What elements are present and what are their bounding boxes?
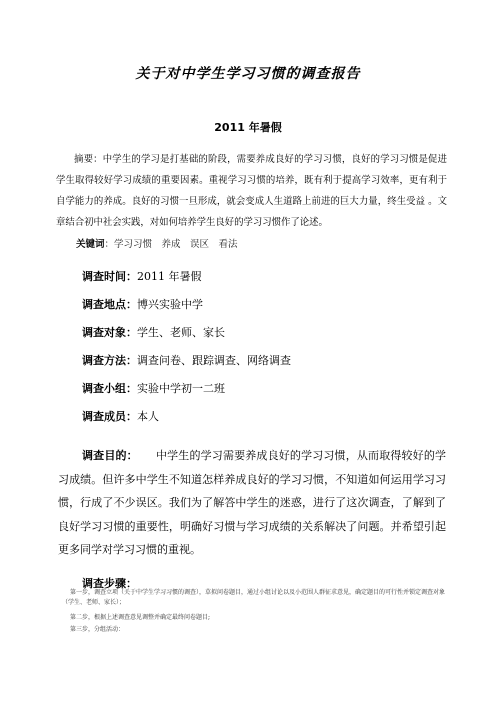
steps-heading: 调查步骤： xyxy=(82,577,137,590)
step-3: 第三步，分组活动： xyxy=(70,626,125,633)
info-label: 调查时间： xyxy=(82,270,137,283)
keywords-value: ：学习习惯 养成 误区 看法 xyxy=(104,239,238,250)
info-subjects xyxy=(82,324,225,340)
step-1: 第一步，调查立项（关于中学生学习习惯的调查），草拟问卷题目，通过小组讨论以及小范围人群征求意见，确定题目的可行性并锁定调查对象（学生、老师、家长）； xyxy=(62,589,446,606)
info-label: 调查成员： xyxy=(82,410,137,423)
report-subtitle: 2011 年暑假 xyxy=(214,121,282,134)
purpose-paragraph xyxy=(58,444,446,562)
info-label: 调查对象： xyxy=(82,326,137,339)
keywords-label: 关键词 xyxy=(76,239,105,250)
info-value: 调查问卷、跟踪调查、网络调查 xyxy=(137,354,291,367)
info-members xyxy=(82,408,159,424)
info-methods xyxy=(82,352,291,368)
info-value: 本人 xyxy=(137,410,159,423)
info-time xyxy=(82,268,202,284)
info-label: 调查小组： xyxy=(82,382,137,395)
info-label: 调查方法： xyxy=(82,354,137,367)
info-group xyxy=(82,380,225,396)
info-value: 博兴实验中学 xyxy=(137,298,203,311)
keywords-line xyxy=(76,236,238,250)
purpose-text: 中学生的学习需要养成良好的学习习惯，从而取得较好的学习成绩。但许多中学生不知道怎样养成良好的学习习惯，不知道如何运用学习习惯，行成了不少误区。我们为了解答中学生的迷惑，进行了这次调查，了解到了良好学习习惯的重要性，明确好习惯与学习成绩的关系解决了问题。并希望引起更多同学对学习习惯的重视。 xyxy=(58,449,447,556)
info-location xyxy=(82,296,203,312)
report-title: 关于对中学生学习习惯的调查报告 xyxy=(135,66,361,82)
info-value: 实验中学初一二班 xyxy=(137,382,225,395)
abstract-paragraph: 摘要：中学生的学习是打基础的阶段，需要养成良好的学习习惯，良好的学习习惯是促进学生取得较好学习成绩的重要因素。重视学习习惯的培养，既有利于提高学习效率，更有利于自学能力的养成。良好的习惯一旦形成，就会变成人生道路上前进的巨大力量，终生受益 。文章结合初中社会实践，对如何培养学生良好的学习习惯作了论述。 xyxy=(56,154,447,228)
info-value: 2011 年暑假 xyxy=(137,270,202,283)
step-2: 第二步，根据上述调查意见调整并确定最终问卷题目; xyxy=(70,614,211,621)
info-label: 调查地点： xyxy=(82,298,137,311)
info-value: 学生、老师、家长 xyxy=(137,326,225,339)
purpose-label: 调查目的： xyxy=(82,449,138,462)
